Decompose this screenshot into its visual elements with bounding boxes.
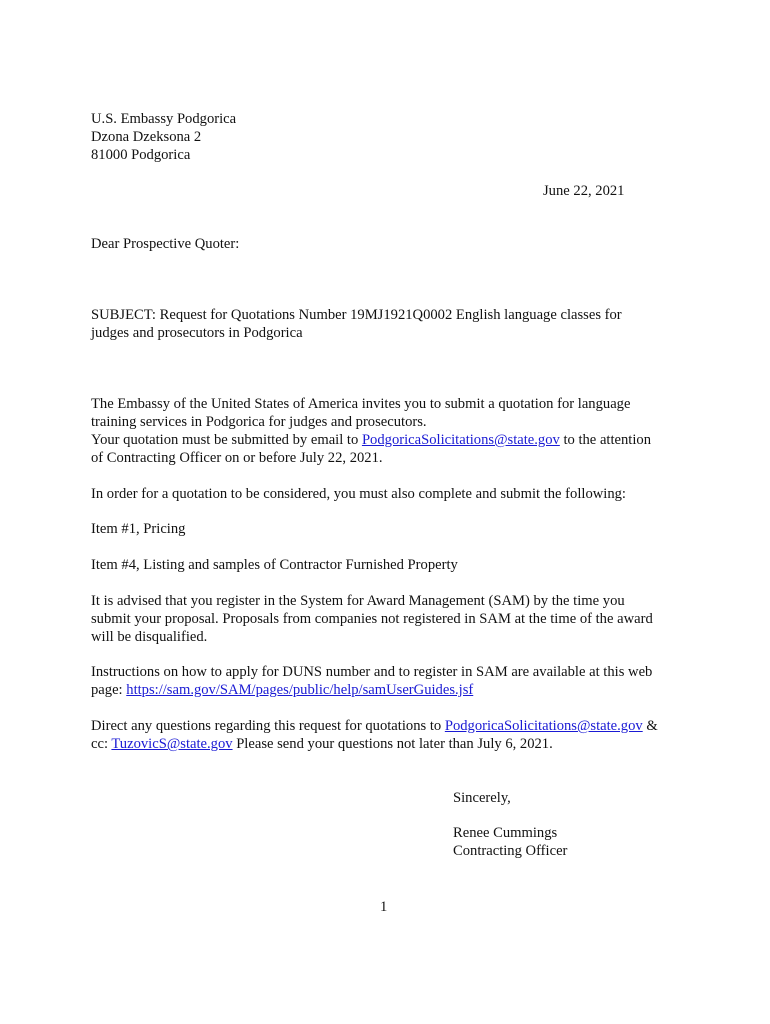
intro-line-2: training services in Podgorica for judges and prosecutors. <box>91 414 427 430</box>
sam-line-2: submit your proposal. Proposals from companies not registered in SAM at the time of the award <box>91 611 653 627</box>
cc-email-link[interactable]: TuzovicS@state.gov <box>111 736 233 752</box>
item-pricing: Item #1, Pricing <box>91 521 186 537</box>
intro-line-3-tail: to the attention <box>559 432 652 448</box>
salutation: Dear Prospective Quoter: <box>91 236 240 252</box>
sender-line-2: Dzona Dzeksona 2 <box>91 129 202 145</box>
questions-line-2 <box>91 735 681 753</box>
instructions-line-2 <box>91 681 681 699</box>
sender-address <box>91 110 681 164</box>
instructions-paragraph <box>91 663 681 699</box>
questions-line-1 <box>91 717 681 735</box>
questions-line-1-tail: & <box>642 718 658 734</box>
sender-line-1: U.S. Embassy Podgorica <box>91 111 237 127</box>
intro-line-1: The Embassy of the United States of America invites you to submit a quotation for language <box>91 396 631 412</box>
sam-line-1: It is advised that you register in the System for Award Management (SAM) by the time you <box>91 593 625 609</box>
questions-line-1-text: Direct any questions regarding this request for quotations to <box>91 718 445 734</box>
sam-notice-paragraph <box>91 592 681 646</box>
questions-email-link[interactable]: PodgoricaSolicitations@state.gov <box>444 718 643 734</box>
subject-line-2: judges and prosecutors in Podgorica <box>91 325 303 341</box>
instructions-line-2-text: page: <box>91 682 127 698</box>
solicitations-email-link[interactable]: PodgoricaSolicitations@state.gov <box>361 432 560 448</box>
intro-paragraph <box>91 395 681 467</box>
instructions-line-1: Instructions on how to apply for DUNS number and to register in SAM are available at this web <box>91 664 653 680</box>
closing-sincerely: Sincerely, <box>453 790 511 806</box>
subject-line-1: SUBJECT: Request for Quotations Number 19MJ1921Q0002 English language classes for <box>91 307 622 323</box>
sender-line-3: 81000 Podgorica <box>91 147 191 163</box>
letter-date: June 22, 2021 <box>543 183 625 199</box>
requirements-intro: In order for a quotation to be considered, you must also complete and submit the following: <box>91 486 626 502</box>
intro-line-4: of Contracting Officer on or before July 22, 2021. <box>91 450 383 466</box>
signer-name: Renee Cummings <box>453 825 558 841</box>
questions-paragraph <box>91 717 681 753</box>
sam-line-3: will be disqualified. <box>91 629 208 645</box>
page-number: 1 <box>380 899 388 915</box>
signer-title: Contracting Officer <box>453 843 568 859</box>
questions-line-2-tail: Please send your questions not later than July 6, 2021. <box>232 736 553 752</box>
sam-user-guides-link[interactable]: https://sam.gov/SAM/pages/public/help/samUserGuides.jsf <box>126 682 474 698</box>
item-contractor-property: Item #4, Listing and samples of Contractor Furnished Property <box>91 557 458 573</box>
intro-line-3-text: Your quotation must be submitted by email to <box>91 432 362 448</box>
questions-line-2-text: cc: <box>91 736 112 752</box>
subject-line <box>91 306 681 342</box>
intro-line-3 <box>91 431 681 449</box>
